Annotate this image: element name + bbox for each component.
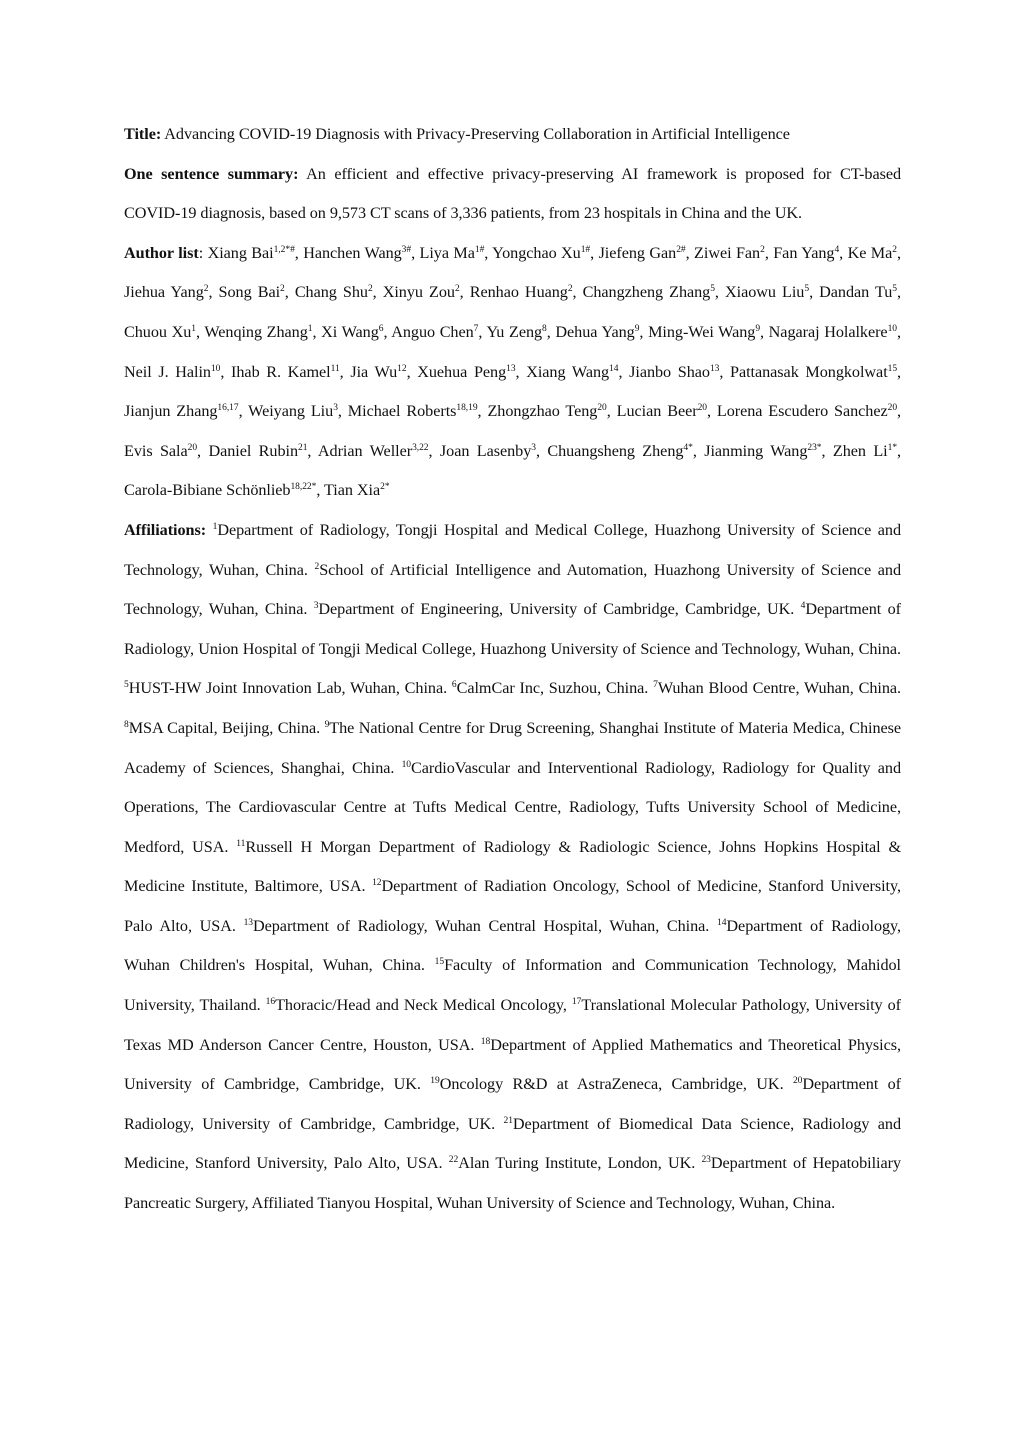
- author-affiliation-marker: 1: [191, 323, 196, 334]
- affiliation-text: Faculty of Information and Communication Technology, Mahidol University, Thailand.: [124, 956, 901, 1015]
- affiliation-number: 11: [236, 838, 246, 849]
- affiliation-number: 4: [800, 601, 806, 612]
- author-name: Xiang Wang: [526, 362, 610, 381]
- author-name: Fan Yang: [773, 243, 835, 262]
- affiliation-number: 15: [434, 957, 445, 968]
- author-affiliation-marker: 2: [454, 284, 460, 295]
- affiliation-entry: [244, 917, 710, 935]
- author-name: Nagaraj Holalkere: [768, 322, 888, 341]
- affiliation-text: The National Centre for Drug Screening, Shanghai Institute of Materia Medica, Chinese Academy of Sciences, Shanghai, China.: [124, 718, 902, 777]
- author-affiliation-marker: 8: [542, 323, 547, 334]
- author-affiliation-marker: 2: [280, 284, 285, 295]
- author-affiliation-marker: 1: [307, 323, 313, 334]
- affiliation-number: 14: [717, 917, 727, 928]
- author-name: Xinyu Zou: [382, 283, 455, 302]
- author-entry: [417, 363, 515, 381]
- author-affiliation-marker: 10: [887, 323, 897, 334]
- affiliation-text: Department of Hepatobiliary Pancreatic Surgery, Affiliated Tianyou Hospital, Wuhan University of Science and Technology, Wuhan, China.: [124, 1154, 902, 1213]
- author-affiliation-marker: 2*: [380, 482, 390, 493]
- affiliation-number: 18: [480, 1036, 491, 1047]
- author-name: Changzheng Zhang: [582, 283, 711, 302]
- author-entry: [583, 283, 715, 301]
- author-entry: [303, 244, 411, 262]
- affiliation-text: Department of Biomedical Data Science, Radiology and Medicine, Stanford University, Palo Alto, USA.: [124, 1114, 902, 1173]
- author-affiliation-marker: 15: [887, 363, 898, 374]
- author-entry: [599, 244, 686, 262]
- author-affiliation-marker: 18,19: [456, 403, 478, 414]
- author-entry: [295, 283, 373, 301]
- affiliation-entry: [452, 679, 648, 697]
- author-affiliation-marker: 2: [892, 244, 897, 255]
- affiliation-number: 2: [314, 561, 320, 572]
- author-name: Ihab R. Kamel: [231, 362, 331, 381]
- affiliation-text: School of Artificial Intelligence and Automation, Huazhong University of Science and Technology, Wuhan, China.: [124, 560, 901, 619]
- affiliation-number: 3: [313, 601, 319, 612]
- author-entry: [704, 442, 821, 460]
- author-entry: [208, 244, 295, 262]
- author-entry: [629, 363, 719, 381]
- affiliation-text: Department of Radiology, Wuhan Children's Hospital, Wuhan, China.: [124, 916, 902, 975]
- author-name: Liya Ma: [419, 243, 475, 262]
- author-entry: [487, 402, 606, 420]
- affiliation-number: 21: [503, 1115, 513, 1126]
- author-name: Lorena Escudero Sanchez: [716, 402, 888, 421]
- author-affiliation-marker: 1,2*#: [273, 244, 295, 255]
- affiliation-number: 7: [653, 680, 658, 691]
- author-entry: [124, 283, 208, 301]
- paper-title: Advancing COVID-19 Diagnosis with Privacy-Preserving Collaboration in Artificial Intelligence: [161, 125, 790, 143]
- author-affiliation-marker: 4: [834, 244, 840, 255]
- author-affiliation-marker: 9: [634, 323, 640, 334]
- author-entry: [383, 283, 460, 301]
- affiliation-entry: [449, 1154, 695, 1172]
- author-entry: [730, 363, 897, 381]
- affiliations-label: Affiliations:: [124, 520, 207, 539]
- author-name: Anguo Chen: [391, 322, 474, 341]
- author-name: Lucian Beer: [616, 402, 698, 421]
- author-entry: [219, 283, 285, 301]
- author-affiliation-marker: 3,22: [412, 442, 429, 453]
- author-affiliation-marker: 20: [597, 403, 607, 414]
- author-entry: [769, 323, 897, 341]
- author-affiliation-marker: 20: [887, 403, 898, 414]
- author-entry: [204, 323, 312, 341]
- author-affiliation-marker: 3: [333, 403, 338, 414]
- author-name: Tian Xia: [324, 481, 381, 500]
- author-entry: [124, 363, 220, 381]
- affiliation-text: Department of Radiology, Tongji Hospital and Medical College, Huazhong University of Science and Technology, Wuhan, China.: [124, 520, 901, 579]
- author-affiliation-marker: 2: [203, 284, 209, 295]
- title-paragraph: [124, 115, 901, 155]
- summary-paragraph: [124, 155, 901, 234]
- affiliation-number: 13: [243, 917, 253, 928]
- author-name: Weiyang Liu: [248, 402, 334, 421]
- affiliation-text: MSA Capital, Beijing, China.: [128, 718, 321, 737]
- author-name: Jia Wu: [350, 362, 398, 381]
- author-entry: [694, 244, 765, 262]
- author-entry: [248, 402, 338, 420]
- author-entry: [420, 244, 485, 262]
- author-name: Dandan Tu: [819, 283, 893, 302]
- author-affiliation-marker: 18,22*: [290, 482, 317, 493]
- affiliation-text: Department of Engineering, University of Cambridge, Cambridge, UK.: [318, 600, 795, 619]
- author-name: Pattanasak Mongkolwat: [730, 362, 888, 381]
- author-name: Xuehua Peng: [417, 362, 507, 381]
- author-affiliation-marker: 9: [755, 323, 761, 334]
- author-entry: [717, 402, 897, 420]
- author-entry: [492, 244, 590, 262]
- author-entry: [486, 323, 546, 341]
- affiliation-text: Department of Radiation Oncology, School of Medicine, Stanford University, Palo Alto, USA.: [124, 877, 901, 935]
- author-name: Chuou Xu: [124, 322, 192, 341]
- author-name: Zhongzhao Teng: [487, 402, 598, 421]
- author-entry: [526, 363, 618, 381]
- affiliation-text: Thoracic/Head and Neck Medical Oncology,: [275, 996, 567, 1015]
- author-name: Jianbo Shao: [629, 362, 710, 381]
- author-name: Xi Wang: [321, 322, 379, 341]
- author-entry: [440, 442, 536, 460]
- author-affiliation-marker: 4*: [683, 442, 693, 453]
- affiliation-number: 20: [792, 1076, 803, 1087]
- affiliations-paragraph: [124, 511, 901, 1224]
- author-entry: [350, 363, 406, 381]
- author-affiliation-marker: 10: [210, 363, 221, 374]
- author-name: Hanchen Wang: [303, 243, 402, 262]
- author-entry: [208, 442, 307, 460]
- author-affiliation-marker: 20: [187, 442, 198, 453]
- affiliation-number: 10: [401, 759, 412, 770]
- author-name: Jiefeng Gan: [598, 243, 677, 262]
- affiliation-number: 8: [124, 719, 129, 730]
- author-affiliation-marker: 3#: [401, 244, 412, 255]
- author-entry: [773, 244, 839, 262]
- author-affiliation-marker: 5: [804, 284, 810, 295]
- author-affiliation-marker: 3: [531, 442, 536, 453]
- author-name: Evis Sala: [124, 441, 188, 460]
- affiliation-number: 6: [451, 680, 457, 691]
- author-entry: [324, 481, 390, 499]
- affiliation-entry: [124, 719, 320, 737]
- affiliation-number: 22: [448, 1155, 459, 1166]
- author-affiliation-marker: 16,17: [217, 403, 239, 414]
- author-list: Xiang Bai$^{1,2*\#}$, Hanchen Wang$^{3\#}$, Liya $Ma^{1\#}$, Yongchao $Xu^{1\#}$, Jiefeng Gan$^{2\#}$, Ziwei Fan$^2$, Fan Yang$^4$, Ke Ma$^2$, Jiehua Yang$^2$, Song Bai$^2$, Chang Shu$^2$, Xinyu Zou$^2$, Renhao Huang$^2$, Changzheng Zhang$^5$, Xiaowu Liu$^5$, Dandan Tu$^5$, Chuou Xu$^1$, Wenqing Zhang$^1$, Xi Wang$^6$, Anguo Chen$^7$, Yu Zeng$^8$, Dehua Yang$^9$, Ming-Wei Wang$^9$, Nagaraj Holalkere$^{10}$, Neil J. Halin$^{10}$, Ihab R. Kamel$^{11}$, Jia Wu$^{12}$, Xuehua Peng$^{13}$, Xiang Wang$^{14}$, Jianbo Shao$^{13}$, Pattanasak Mongkolwat$^{15}$, Jianjun Zhang$^{16,17}$, Weiyang Liu$^3$, Michael Roberts$^{18,19}$, Zhongzhao Teng$^{20}$, Lucian Beer$^{20}$, Lorena Escudero Sanchez$^{20}$, Evis Sala$^{20}$, Daniel Rubin$^{21}$, Adrian Weller$^{3,22}$, Joan Lasenby$^3$, Chuangsheng Zheng$^{4*}$, Jianming Wang$^{23*}$, Zhen $Li^{1*}$, Carola-Bibiane Schönlieb$^{18,22*}$, Tian Xia$^{2*}$: [124, 243, 902, 500]
- author-entry: [124, 442, 197, 460]
- author-affiliation-marker: 1*: [887, 442, 898, 453]
- author-name: Renhao Huang: [469, 283, 568, 302]
- author-name: Dehua Yang: [555, 322, 635, 341]
- affiliation-text: Translational Molecular Pathology, University of Texas MD Anderson Cancer Centre, Houston, USA.: [124, 996, 901, 1054]
- affiliation-text: Oncology R&D at AstraZeneca, Cambridge, UK.: [439, 1075, 784, 1094]
- author-entry: [124, 402, 239, 420]
- author-name: Ke Ma: [847, 243, 893, 262]
- author-name: Adrian Weller: [317, 441, 413, 460]
- author-name: Ming-Wei Wang: [648, 322, 756, 341]
- affiliation-text: Russell H Morgan Department of Radiology & Radiologic Science, Johns Hopkins Hospital & Medicine Institute, Baltimore, USA.: [124, 837, 902, 896]
- affiliation-number: 1: [212, 521, 218, 532]
- author-affiliation-marker: 11: [330, 363, 340, 374]
- author-entry: [124, 481, 316, 499]
- author-entry: [819, 283, 897, 301]
- author-affiliation-marker: 20: [697, 403, 707, 414]
- summary-text: An efficient and effective privacy-preserving AI framework is proposed for CT-based COVID-19 diagnosis, based on 9,573 CT scans of 3,336 patients, from 23 hospitals in China and the UK.: [124, 164, 902, 223]
- author-affiliation-marker: 14: [609, 363, 619, 374]
- affiliation-text: Department of Radiology, University of Cambridge, Cambridge, UK.: [124, 1075, 902, 1133]
- summary-label: One sentence summary:: [124, 164, 299, 183]
- author-name: Joan Lasenby: [439, 441, 532, 460]
- author-list-label: Author list: [124, 243, 199, 262]
- author-affiliation-marker: 5: [710, 284, 715, 295]
- author-name: Zhen Li: [832, 441, 888, 460]
- author-affiliation-marker: 6: [378, 323, 384, 334]
- author-affiliation-marker: 23*: [807, 442, 822, 453]
- author-name: Jianjun Zhang: [124, 402, 218, 421]
- author-entry: [321, 323, 383, 341]
- affiliation-number: 19: [430, 1076, 440, 1087]
- affiliation-number: 16: [265, 997, 276, 1008]
- author-affiliation-marker: 2#: [676, 244, 686, 255]
- affiliation-text: Department of Radiology, Wuhan Central Hospital, Wuhan, China.: [252, 916, 710, 935]
- affiliation-number: 5: [124, 680, 129, 691]
- author-entry: [348, 402, 478, 420]
- affiliation-text: Wuhan Blood Centre, Wuhan, China.: [657, 679, 902, 698]
- author-name: Jianming Wang: [704, 441, 808, 460]
- author-affiliation-marker: 21: [298, 442, 308, 453]
- affiliation-text: CardioVascular and Interventional Radiology, Radiology for Quality and Operations, The Cardiovascular Centre at Tufts Medical Centre, Radiology, Tufts University School of Medicine, Medford, USA.: [124, 758, 901, 856]
- author-affiliation-marker: 1#: [580, 244, 591, 255]
- author-name: Michael Roberts: [347, 402, 457, 421]
- author-entry: [833, 442, 897, 460]
- author-name: Yu Zeng: [486, 322, 543, 341]
- author-name: Daniel Rubin: [208, 441, 298, 460]
- author-entry: [555, 323, 639, 341]
- author-entry: [470, 283, 573, 301]
- author-name: Song Bai: [218, 283, 281, 302]
- author-name: Xiang Bai: [207, 243, 274, 262]
- author-affiliation-marker: 13: [709, 363, 720, 374]
- author-name: Chang Shu: [294, 283, 368, 302]
- author-affiliation-marker: 7: [473, 323, 479, 334]
- author-name: Chuangsheng Zheng: [547, 441, 684, 460]
- author-affiliation-marker: 2: [367, 284, 373, 295]
- author-affiliation-marker: 1#: [474, 244, 485, 255]
- author-affiliation-marker: 2: [760, 244, 765, 255]
- author-entry: [648, 323, 760, 341]
- title-label: Title:: [124, 125, 162, 143]
- paper-front-matter: [124, 115, 901, 1224]
- author-entry: [231, 363, 340, 381]
- author-entry: [391, 323, 478, 341]
- author-list-paragraph: [124, 234, 901, 511]
- affiliation-entry: [314, 600, 795, 618]
- author-affiliation-marker: 5: [892, 284, 897, 295]
- affiliation-text: CalmCar Inc, Suzhou, China.: [456, 679, 649, 698]
- affiliation-number: 23: [701, 1155, 711, 1166]
- author-name: Neil J. Halin: [124, 362, 211, 381]
- author-affiliation-marker: 2: [567, 284, 573, 295]
- author-name: Ziwei Fan: [694, 243, 761, 262]
- author-name: Wenqing Zhang: [204, 322, 308, 341]
- author-affiliation-marker: 12: [397, 363, 407, 374]
- affiliation-entry: [430, 1075, 783, 1093]
- author-name: Yongchao Xu: [492, 243, 581, 262]
- author-entry: [547, 442, 692, 460]
- affiliation-text: HUST-HW Joint Innovation Lab, Wuhan, China.: [128, 679, 448, 698]
- author-name: Carola-Bibiane Schönlieb: [124, 481, 291, 500]
- author-name: Xiaowu Liu: [725, 283, 805, 302]
- author-entry: [848, 244, 897, 262]
- affiliation-text: Alan Turing Institute, London, UK.: [458, 1154, 696, 1173]
- affiliation-list: [124, 521, 901, 1212]
- affiliation-text: Department of Applied Mathematics and Theoretical Physics, University of Cambridge, Cambridge, UK.: [124, 1035, 901, 1094]
- affiliation-number: 12: [372, 878, 382, 889]
- author-entry: [124, 323, 196, 341]
- author-entry: [318, 442, 429, 460]
- affiliation-entry: [266, 996, 567, 1014]
- author-name: Jiehua Yang: [124, 283, 204, 302]
- affiliation-text: Department of Radiology, Union Hospital of Tongji Medical College, Huazhong University of Science and Technology, Wuhan, China.: [124, 600, 902, 658]
- affiliation-entry: [653, 679, 901, 697]
- author-affiliation-marker: 13: [506, 363, 516, 374]
- affiliation-entry: [124, 679, 447, 697]
- author-entry: [617, 402, 707, 420]
- author-entry: [725, 283, 809, 301]
- author-list-separator: :: [198, 243, 208, 262]
- affiliation-number: 17: [571, 997, 582, 1008]
- affiliation-number: 9: [324, 719, 330, 730]
